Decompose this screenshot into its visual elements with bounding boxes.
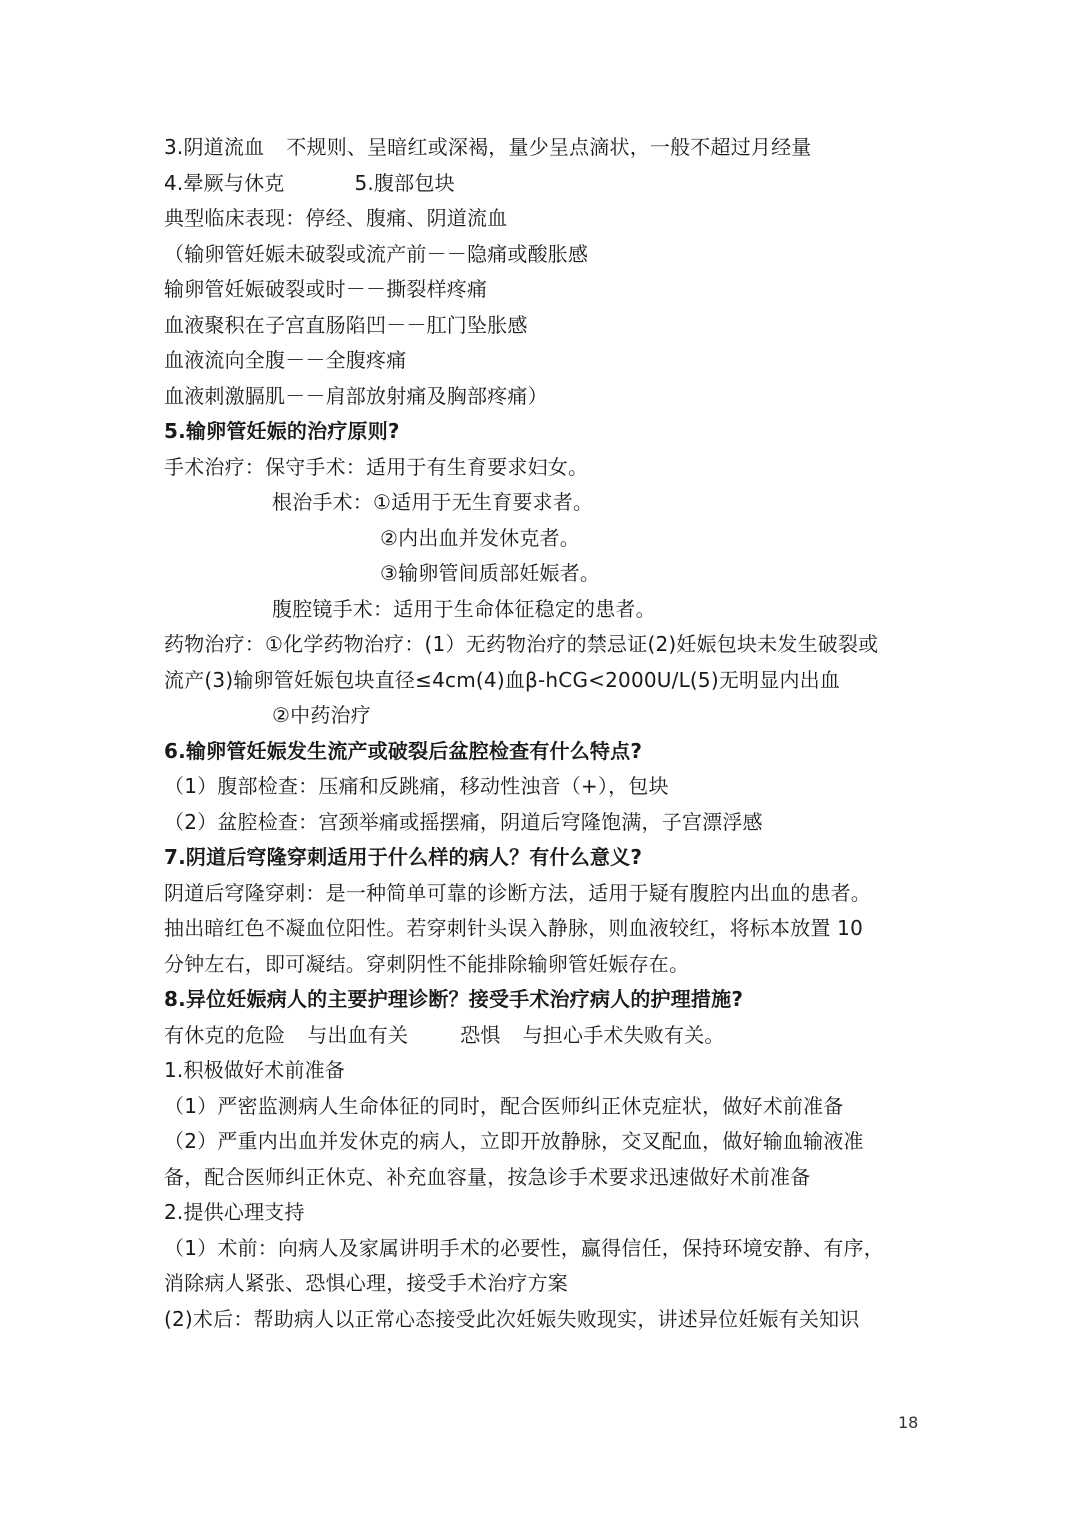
text-line: （2）盆腔检查：宫颈举痛或摇摆痛，阴道后穹隆饱满，子宫漂浮感 [164, 809, 763, 834]
text-line: 手术治疗：保守手术：适用于有生育要求妇女。 [164, 454, 589, 479]
question-heading: 5.输卵管妊娠的治疗原则? [164, 419, 400, 443]
text-line: 分钟左右，即可凝结。穿刺阴性不能排除输卵管妊娠存在。 [164, 951, 690, 976]
text-segment: 5.腹部包块 [354, 170, 455, 195]
question-heading: 6.输卵管妊娠发生流产或破裂后盆腔检查有什么特点? [164, 738, 643, 763]
text-line: （1）术前：向病人及家属讲明手术的必要性，赢得信任，保持环境安静、有序， [164, 1235, 884, 1260]
text-segment: 有休克的危险 [164, 1022, 286, 1047]
text-line: 输卵管妊娠破裂或时－－撕裂样疼痛 [164, 277, 488, 301]
text-line: ②中药治疗 [272, 703, 371, 727]
text-line: 根治手术：①适用于无生育要求者。 [272, 490, 594, 514]
text-line: （输卵管妊娠未破裂或流产前－－隐痛或酸胀感 [164, 241, 589, 266]
text-line: 流产(3)输卵管妊娠包块直径≤4cm(4)血β-hCG<2000U/L(5)无明显内出血 [164, 667, 841, 692]
text-line: 备，配合医师纠正休克、补充血容量，按急诊手术要求迅速做好术前准备 [164, 1164, 811, 1189]
question-heading: 8.异位妊娠病人的主要护理诊断？接受手术治疗病人的护理措施? [164, 987, 744, 1011]
text-line: 消除病人紧张、恐惧心理，接受手术治疗方案 [164, 1271, 568, 1295]
text-segment: 4.晕厥与休克 [164, 170, 285, 195]
page-content [164, 130, 924, 1337]
text-line [164, 1018, 924, 1054]
text-line: ③输卵管间质部妊娠者。 [380, 561, 601, 585]
text-line: 抽出暗红色不凝血位阳性。若穿刺针头误入静脉，则血液较红，将标本放置 10 [164, 916, 864, 940]
question-heading: 7.阴道后穹隆穿刺适用于什么样的病人？有什么意义? [164, 845, 643, 869]
text-segment: 与出血有关 [307, 1022, 409, 1047]
text-line: 血液聚积在子宫直肠陷凹－－肛门坠胀感 [164, 312, 528, 337]
text-line: (2)术后：帮助病人以正常心态接受此次妊娠失败现实，讲述异位妊娠有关知识 [164, 1306, 860, 1331]
text-segment: 与担心手术失败有关。 [522, 1022, 725, 1047]
text-line [164, 166, 924, 202]
text-line: ②内出血并发休克者。 [380, 525, 580, 550]
page-number: 18 [898, 1413, 919, 1432]
text-line: （2）严重内出血并发休克的病人，立即开放静脉，交叉配血，做好输血输液准 [164, 1129, 864, 1153]
text-line: （1）腹部检查：压痛和反跳痛，移动性浊音（+），包块 [164, 774, 669, 798]
text-line: 阴道后穹隆穿刺：是一种简单可靠的诊断方法，适用于疑有腹腔内出血的患者。 [164, 880, 871, 905]
text-line: 1.积极做好术前准备 [164, 1058, 346, 1082]
text-line: 2.提供心理支持 [164, 1200, 305, 1224]
text-line: 血液刺激膈肌－－肩部放射痛及胸部疼痛） [164, 383, 548, 408]
text-line: 腹腔镜手术：适用于生命体征稳定的患者。 [272, 596, 656, 621]
text-line: 药物治疗：①化学药物治疗：(1）无药物治疗的禁忌证(2)妊娠包块未发生破裂或 [164, 632, 879, 656]
text-segment: 不规则、呈暗红或深褐，量少呈点滴状，一般不超过月经量 [286, 135, 812, 159]
text-line [164, 130, 924, 166]
text-line: 典型临床表现：停经、腹痛、阴道流血 [164, 206, 508, 230]
text-segment: 3.阴道流血 [164, 135, 265, 159]
text-line: 血液流向全腹－－全腹疼痛 [164, 348, 407, 372]
text-line: （1）严密监测病人生命体征的同时，配合医师纠正休克症状，做好术前准备 [164, 1093, 844, 1118]
text-segment: 恐惧 [460, 1022, 501, 1047]
